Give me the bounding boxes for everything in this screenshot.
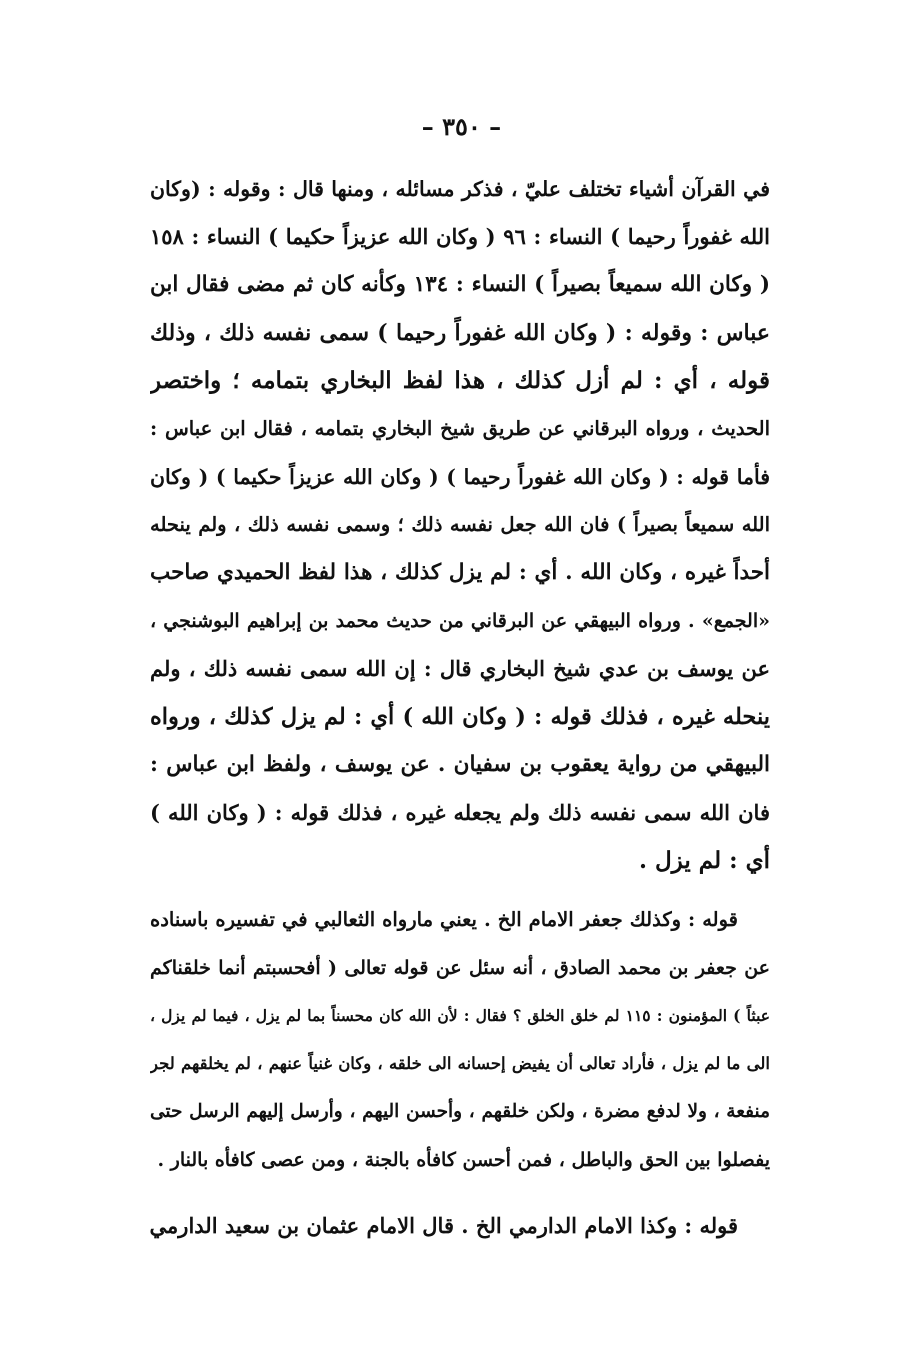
text-line: الحديث ، ورواه البرقاني عن طريق شيخ البخاري بتمامه ، فقال ابن عباس : [150,417,770,440]
text-line: عبثاً ) المؤمنون : ١١٥ لم خلق الخلق ؟ فقال : لأن الله كان محسناً بما لم يزل ، فيما لم يزل ، [150,1006,770,1025]
text-line: الله غفوراً رحيما ) النساء : ٩٦ ( وكان الله عزيزاً حكيما ) النساء : ١٥٨ [150,224,770,249]
text-line: قوله : وكذا الامام الدارمي الخ . قال الامام عثمان بن سعيد الدارمي [150,1213,738,1238]
text-line: فأما قوله : ( وكان الله غفوراً رحيما ) ( وكان الله عزيزاً حكيما ) ( وكان [150,465,770,489]
text-line: يفصلوا بين الحق والباطل ، فمن أحسن كافأه بالجنة ، ومن عصى كافأه بالنار . [157,1149,770,1171]
text-line: الله سميعاً بصيراً ) فان الله جعل نفسه ذلك ؛ وسمى نفسه ذلك ، ولم ينحله [150,513,770,536]
page-number: – ٣٥٠ – [421,112,502,141]
text-line: أي : لم يزل . [638,847,770,874]
text-line: عباس : وقوله : ( وكان الله غفوراً رحيما ) سمى نفسه ذلك ، وذلك [150,320,770,346]
text-line: فان الله سمى نفسه ذلك ولم يجعله غيره ، فذلك قوله : ( وكان الله ) [150,800,770,825]
text-line: منفعة ، ولا لدفع مضرة ، ولكن خلقهم ، وأحسن اليهم ، وأرسل إليهم الرسل حتى [150,1101,770,1122]
text-line: عن يوسف بن عدي شيخ البخاري قال : إن الله سمى نفسه ذلك ، ولم [150,656,770,681]
paragraph-2 [150,896,770,1184]
text-line: ينحله غيره ، فذلك قوله : ( وكان الله ) أي : لم يزل كذلك ، ورواه [150,704,770,730]
text-line: أحداً غيره ، وكان الله . أي : لم يزل كذلك ، هذا لفظ الحميدي صاحب [150,560,770,585]
text-line: الى ما لم يزل ، فأراد تعالى أن يفيض إحسانه الى خلقه ، وكان غنياً عنهم ، لم يخلقهم لجر [150,1054,770,1073]
text-line: عن جعفر بن محمد الصادق ، أنه سئل عن قوله تعالى ( أفحسبتم أنما خلقناكم [150,957,770,979]
text-line: ( وكان الله سميعاً بصيراً ) النساء : ١٣٤ وكأنه كان ثم مضى فقال ابن [150,272,770,297]
paragraph-1 [150,165,770,885]
text-line: في القرآن أشياء تختلف عليّ ، فذكر مسائله ، ومنها قال : وقوله : (وكان [150,177,770,201]
paragraph-3 [150,1202,770,1250]
text-line: «الجمع» . ورواه البيهقي عن البرقاني من حديث محمد بن إبراهيم البوشنجي ، [150,610,770,632]
text-line: قوله : وكذلك جعفر الامام الخ . يعني مارواه الثعالبي في تفسيره باسناده [150,908,738,931]
text-line: البيهقي من رواية يعقوب بن سفيان . عن يوسف ، ولفظ ابن عباس : [150,752,770,777]
text-line: قوله ، أي : لم أزل كذلك ، هذا لفظ البخاري بتمامه ؛ واختصر [150,367,770,394]
